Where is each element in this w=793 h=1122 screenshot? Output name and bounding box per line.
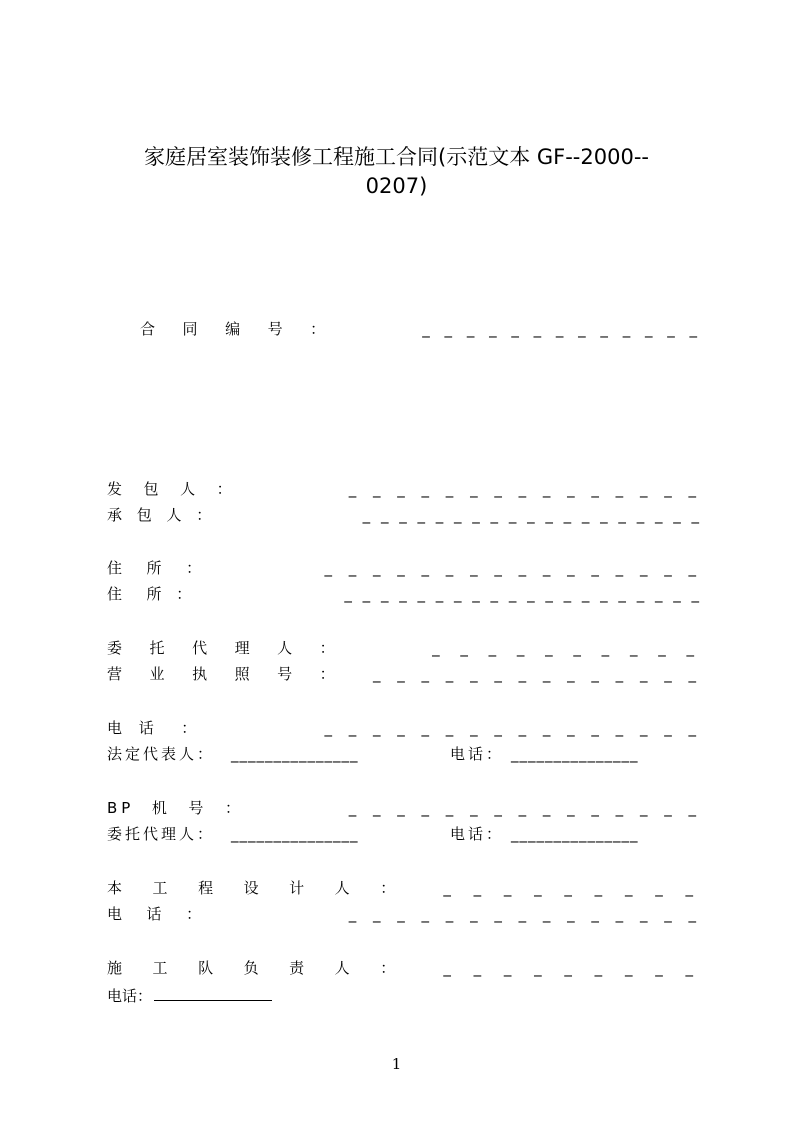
contractor-row — [107, 504, 702, 526]
title-line-1: 家庭居室装饰装修工程施工合同(示范文本 GF--2000-- — [144, 145, 649, 169]
address1-label: 住 所 ： — [107, 559, 207, 577]
phone1-blank[interactable]: _ _ _ _ _ _ _ _ _ _ _ _ _ _ _ _ — [324, 719, 702, 737]
legal-rep-blank[interactable]: _______________ — [231, 745, 359, 763]
legal-rep-phone-blank[interactable]: _______________ — [511, 745, 639, 763]
designer-blank[interactable]: _ _ _ _ _ _ _ _ _ — [443, 879, 702, 897]
agent-blank[interactable]: _ _ _ _ _ _ _ _ _ _ — [432, 639, 702, 657]
address1-row — [107, 557, 702, 579]
team-leader-label: 施 工 队 负 责 人 ： — [107, 959, 403, 977]
document-title — [60, 143, 733, 201]
contractor-label: 承 包 人 ： — [107, 506, 217, 524]
contract-number-row — [140, 318, 702, 340]
contract-number-label: 合 同 编 号 ： — [140, 320, 332, 338]
bp-blank[interactable]: _ _ _ _ _ _ _ _ _ _ _ _ _ _ _ — [348, 799, 702, 817]
designer-row — [107, 877, 702, 899]
license-blank[interactable]: _ _ _ _ _ _ _ _ _ _ _ _ _ _ — [373, 665, 702, 683]
title-line-2: 0207) — [365, 174, 428, 198]
address2-row — [107, 583, 702, 605]
agent-label: 委 托 代 理 人 ： — [107, 639, 341, 657]
contractor-blank[interactable]: _ _ _ _ _ _ _ _ _ _ _ _ _ _ _ _ _ _ _ — [362, 506, 702, 524]
team-leader-blank[interactable]: _ _ _ _ _ _ _ _ _ — [443, 959, 702, 977]
agent-row — [107, 637, 702, 659]
phone2-blank[interactable]: _ _ _ _ _ _ _ _ _ _ _ _ _ _ _ — [348, 905, 702, 923]
address1-blank[interactable]: _ _ _ _ _ _ _ _ _ _ _ _ _ _ _ _ — [324, 559, 702, 577]
phone2-label: 电 话 ： — [107, 905, 207, 923]
agent2-row — [107, 823, 702, 845]
legal-rep-phone-label: 电话： — [450, 745, 505, 763]
phone1-label: 电 话 ： — [107, 719, 203, 737]
phone3-row — [107, 985, 272, 1007]
team-leader-row — [107, 957, 702, 979]
employer-row — [107, 478, 702, 500]
address2-label: 住 所 ： — [107, 585, 197, 603]
bp-label: BP 机 号 ： — [107, 799, 244, 817]
employer-blank[interactable]: _ _ _ _ _ _ _ _ _ _ _ _ _ _ _ — [348, 480, 702, 498]
phone2-row — [107, 903, 702, 925]
phone1-row — [107, 717, 702, 739]
page-number: 1 — [391, 1055, 402, 1073]
agent2-phone-label: 电话： — [450, 825, 505, 843]
bp-row — [107, 797, 702, 819]
contract-number-blank[interactable]: _ _ _ _ _ _ _ _ _ _ _ _ _ — [422, 320, 702, 338]
designer-label: 本 工 程 设 计 人 ： — [107, 879, 403, 897]
address2-blank[interactable]: _ _ _ _ _ _ _ _ _ _ _ _ _ _ _ _ _ _ _ _ — [344, 585, 702, 603]
phone3-label: 电话： — [107, 987, 153, 1005]
license-label: 营 业 执 照 号 ： — [107, 665, 341, 683]
employer-label: 发 包 人 ： — [107, 480, 236, 498]
legal-rep-row — [107, 743, 702, 765]
agent2-label: 委托代理人： — [107, 825, 216, 843]
agent2-blank[interactable]: _______________ — [231, 825, 359, 843]
license-row — [107, 663, 702, 685]
phone3-blank[interactable] — [154, 985, 272, 1001]
legal-rep-label: 法定代表人： — [107, 745, 216, 763]
agent2-phone-blank[interactable]: _______________ — [511, 825, 639, 843]
